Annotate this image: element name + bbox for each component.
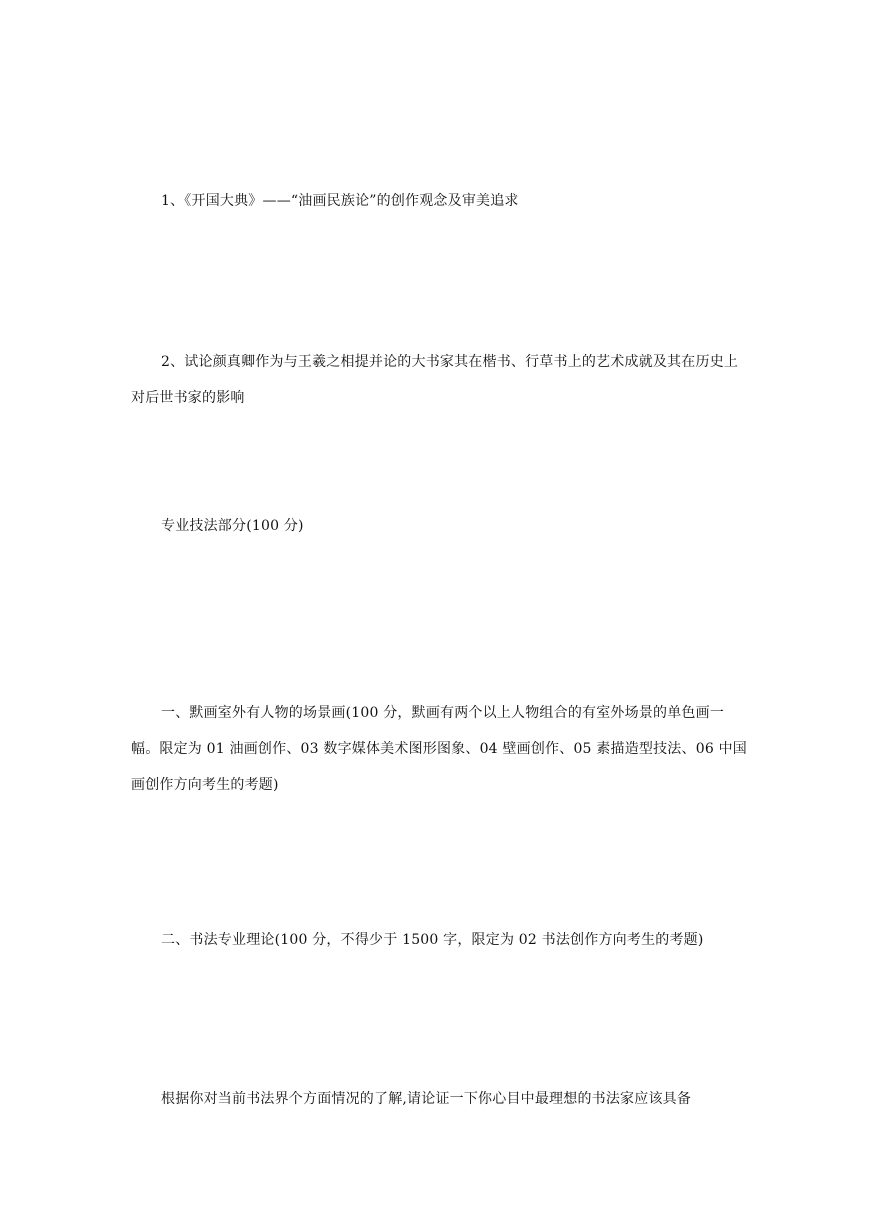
calligraphy-prompt: 根据你对当前书法界个方面情况的了解,请论证一下你心目中最理想的书法家应该具备 [161, 1091, 692, 1107]
question-2: 2、试论颜真卿作为与王羲之相提并论的大书家其在楷书、行草书上的艺术成就及其在历史上对后世书家的影响 [131, 354, 739, 406]
section-heading-technique: 专业技法部分(100 分) [161, 518, 304, 534]
technique-question-1: 一、默画室外有人物的场景画(100 分，默画有两个以上人物组合的有室外场景的单色画一幅。限定为 01 油画创作、03 数字媒体美术图形图象、04 壁画创作、05 素描造型技法、06 中国画创作方向考生的考题) [131, 705, 747, 793]
calligraphy-theory-question: 二、书法专业理论(100 分，不得少于 1500 字，限定为 02 书法创作方向考生的考题) [161, 932, 704, 948]
question-1: 1、《开国大典》——“油画民族论”的创作观念及审美追求 [161, 193, 519, 209]
